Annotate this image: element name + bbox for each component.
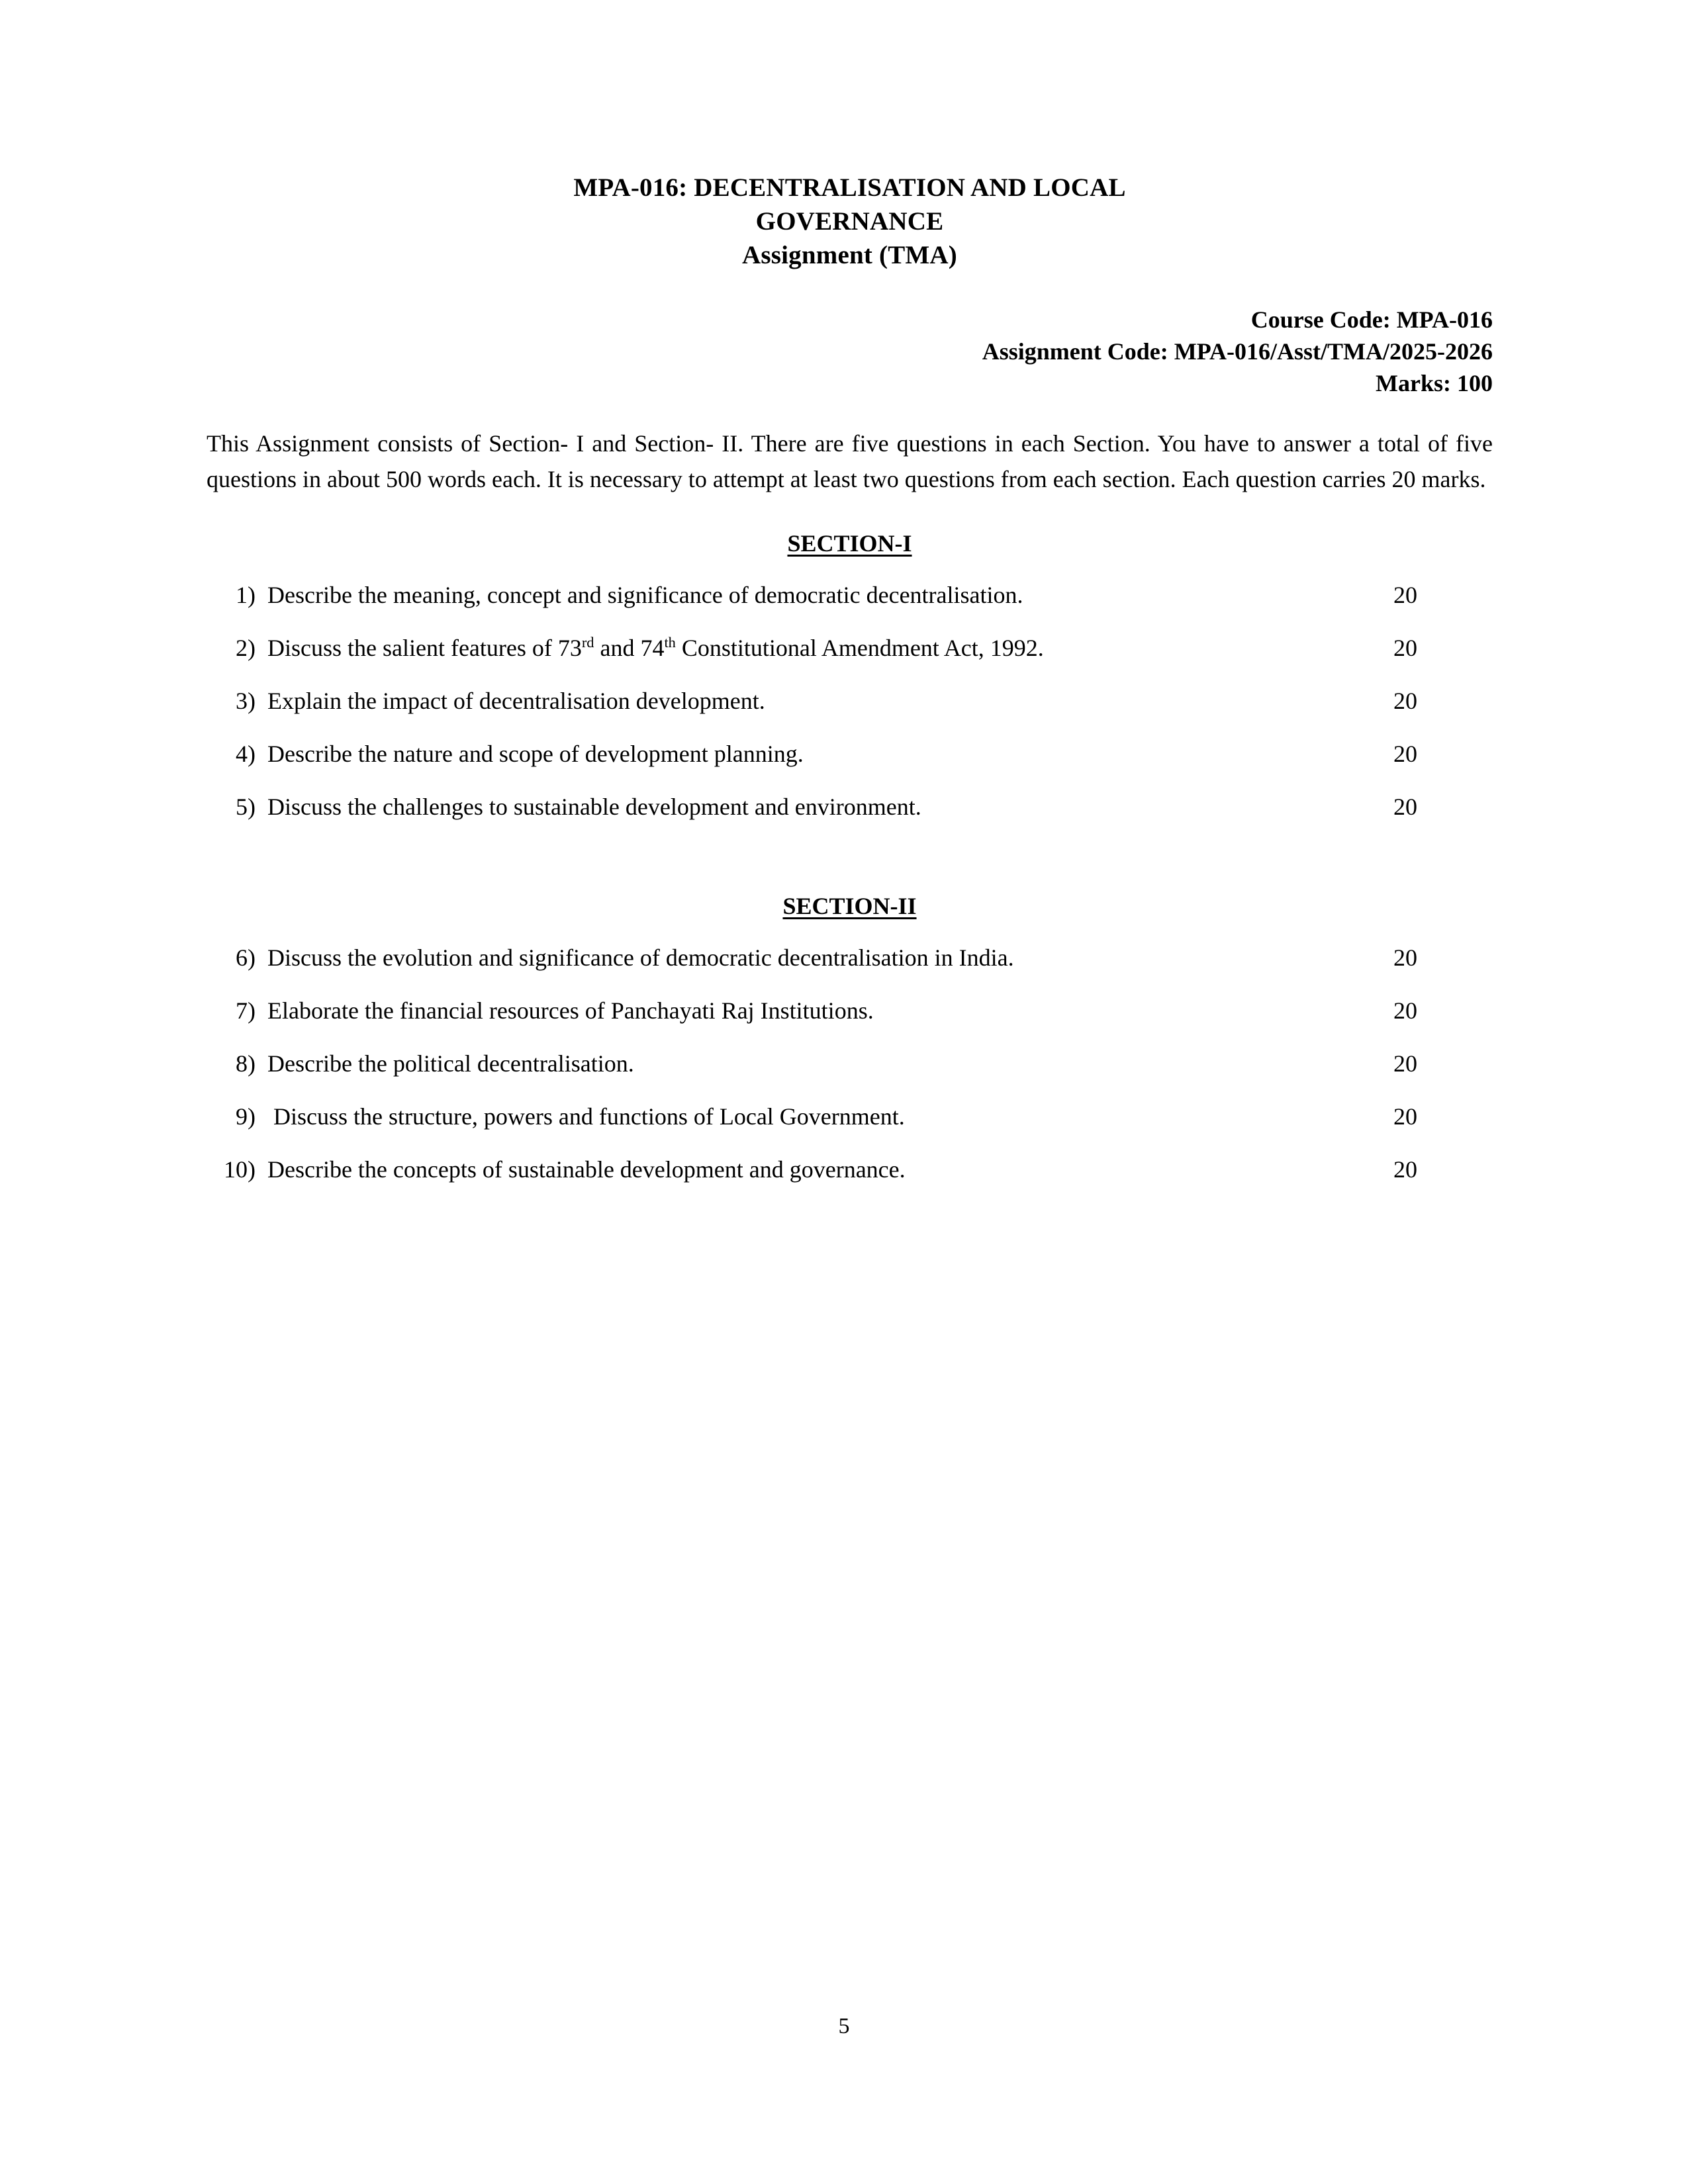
question-number: 7) xyxy=(236,997,256,1024)
ordinal-suffix-74th: th xyxy=(664,634,676,651)
question-text: Discuss the evolution and significance of democratic decentralisation in India. xyxy=(267,944,1014,971)
section-heading-1-label: SECTION-I xyxy=(787,530,912,557)
question-number: 8) xyxy=(236,1050,256,1077)
section-heading-2-label: SECTION-II xyxy=(782,893,917,919)
question-item xyxy=(207,792,1493,821)
page-title xyxy=(207,171,1493,272)
page-number: 5 xyxy=(838,2014,850,2038)
section-heading-2 xyxy=(207,891,1493,921)
ordinal-suffix-73rd: rd xyxy=(581,634,594,651)
question-text: Describe the meaning, concept and significance of democratic decentralisation. xyxy=(267,582,1023,608)
section-1-question-list xyxy=(207,580,1493,821)
question-number: 9) xyxy=(236,1103,256,1130)
question-item xyxy=(207,1049,1493,1078)
question-marks: 20 xyxy=(1393,741,1417,767)
question-item xyxy=(207,739,1493,768)
question-number: 4) xyxy=(236,741,256,767)
question-text: Discuss the challenges to sustainable development and environment. xyxy=(267,794,921,820)
question-marks: 20 xyxy=(1393,582,1417,608)
instructions-paragraph: This Assignment consists of Section- I and Section- II. There are five questions in each Section. You have to answer a total of five questions in about 500 words each. It is necessary to attempt at least two questions from each section. Each question carries 20 marks. xyxy=(207,430,1493,492)
question-marks: 20 xyxy=(1393,997,1417,1024)
question-number: 2) xyxy=(236,635,256,661)
assignment-code: Assignment Code: MPA-016/Asst/TMA/2025-2026 xyxy=(982,338,1493,365)
title-line-3: Assignment (TMA) xyxy=(742,241,957,269)
section-heading-1 xyxy=(207,529,1493,558)
question-item xyxy=(207,686,1493,715)
question-item xyxy=(207,1102,1493,1131)
question-marks: 20 xyxy=(1393,794,1417,820)
question-number: 3) xyxy=(236,688,256,714)
question-number: 5) xyxy=(236,794,256,820)
assignment-meta-block xyxy=(207,304,1493,399)
page-content xyxy=(207,0,1493,1208)
title-line-1: MPA-016: DECENTRALISATION AND LOCAL xyxy=(573,173,1126,202)
question-text: Describe the political decentralisation. xyxy=(267,1050,634,1077)
question-text: Discuss the structure, powers and functions of Local Government. xyxy=(267,1103,905,1130)
question-item xyxy=(207,580,1493,610)
question-text: Describe the nature and scope of development planning. xyxy=(267,741,804,767)
question-text xyxy=(267,633,1388,662)
question-text-pre: Discuss the salient features of 73 xyxy=(267,635,582,661)
question-item xyxy=(207,1155,1493,1184)
section-2-question-list xyxy=(207,943,1493,1184)
question-marks: 20 xyxy=(1393,688,1417,714)
question-number: 1) xyxy=(236,582,256,608)
title-line-2: GOVERNANCE xyxy=(755,207,944,236)
question-text-post: Constitutional Amendment Act, 1992. xyxy=(675,635,1044,661)
question-item xyxy=(207,943,1493,972)
question-marks: 20 xyxy=(1393,1156,1417,1183)
question-text-mid: and 74 xyxy=(594,635,665,661)
question-marks: 20 xyxy=(1393,1050,1417,1077)
total-marks: Marks: 100 xyxy=(1376,370,1493,396)
question-item xyxy=(207,996,1493,1025)
question-number: 6) xyxy=(236,944,256,971)
question-marks: 20 xyxy=(1393,1103,1417,1130)
question-text: Explain the impact of decentralisation development. xyxy=(267,688,765,714)
question-text: Describe the concepts of sustainable development and governance. xyxy=(267,1156,906,1183)
question-item xyxy=(207,633,1493,662)
question-text: Elaborate the financial resources of Panchayati Raj Institutions. xyxy=(267,997,874,1024)
question-marks: 20 xyxy=(1393,635,1417,661)
question-number: 10) xyxy=(224,1156,256,1183)
question-marks: 20 xyxy=(1393,944,1417,971)
course-code: Course Code: MPA-016 xyxy=(1250,306,1493,333)
